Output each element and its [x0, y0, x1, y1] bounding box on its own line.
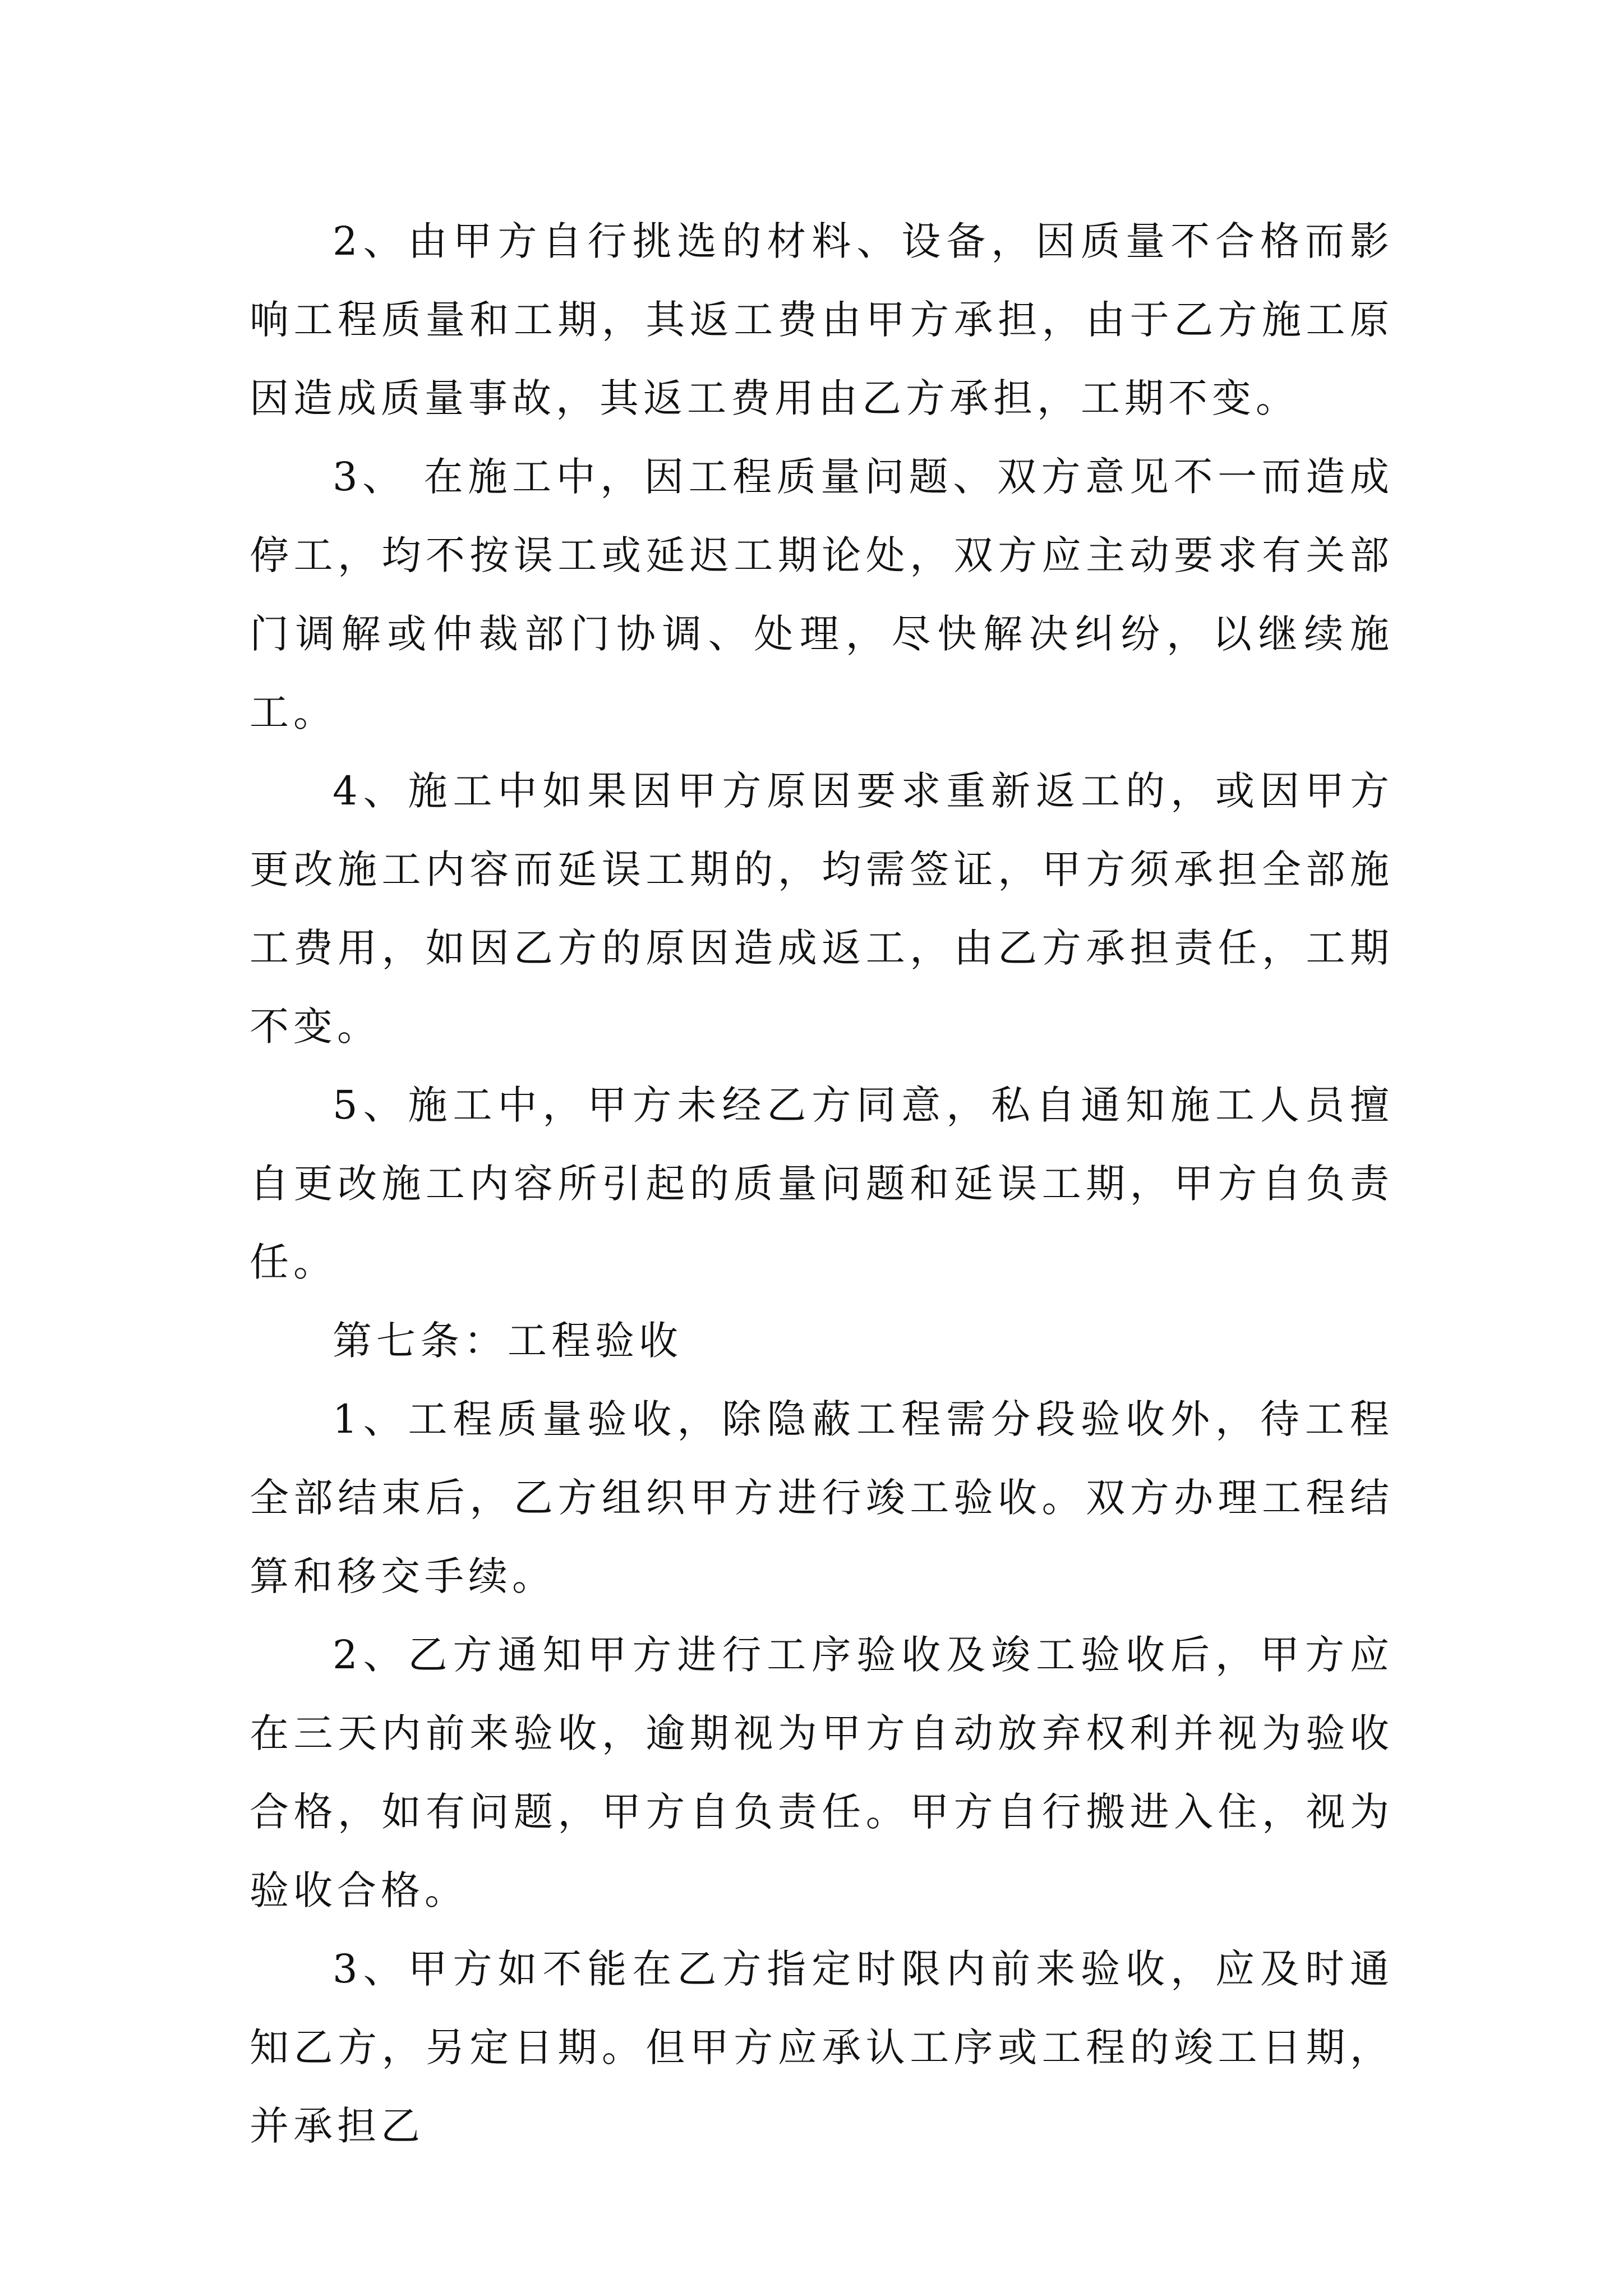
paragraph-clause-4: 4、施工中如果因甲方原因要求重新返工的，或因甲方更改施工内容而延误工期的，均需签证，甲方须承担全部施工费用，如因乙方的原因造成返工，由乙方承担责任，工期不变。 — [250, 768, 1394, 1050]
paragraph-clause-3: 3、 在施工中，因工程质量问题、双方意见不一而造成停工，均不按误工或延迟工期论处，双方应主动要求有关部门调解或仲裁部门协调、处理，尽快解决纠纷，以继续施工。 — [250, 454, 1394, 735]
section-heading-acceptance: 第七条：工程验收 — [333, 1318, 683, 1364]
paragraph-acceptance-1: 1、工程质量验收，除隐蔽工程需分段验收外，待工程全部结束后，乙方组织甲方进行竣工验收。双方办理工程结算和移交手续。 — [250, 1396, 1394, 1599]
paragraph-clause-5: 5、施工中，甲方未经乙方同意，私自通知施工人员擅自更改施工内容所引起的质量问题和延误工期，甲方自负责任。 — [250, 1082, 1394, 1285]
paragraph-acceptance-3: 3、甲方如不能在乙方指定时限内前来验收，应及时通知乙方，另定日期。但甲方应承认工序或工程的竣工日期，并承担乙 — [250, 1946, 1394, 2149]
document-body — [250, 202, 1394, 2165]
paragraph-clause-2: 2、由甲方自行挑选的材料、设备，因质量不合格而影响工程质量和工期，其返工费由甲方承担，由于乙方施工原因造成质量事故，其返工费用由乙方承担，工期不变。 — [250, 218, 1394, 421]
paragraph-acceptance-2: 2、乙方通知甲方进行工序验收及竣工验收后，甲方应在三天内前来验收，逾期视为甲方自动放弃权利并视为验收合格，如有问题，甲方自负责任。甲方自行搬进入住，视为验收合格。 — [250, 1632, 1394, 1913]
